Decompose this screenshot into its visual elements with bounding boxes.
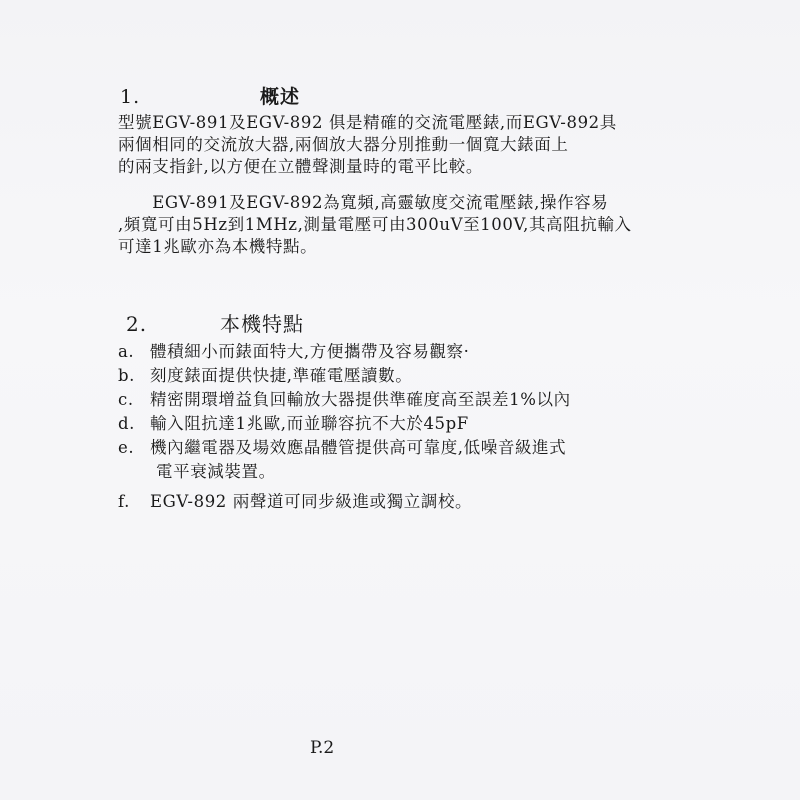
list-item	[118, 364, 758, 388]
list-item-marker: c.	[118, 390, 134, 409]
section-1-paragraph-1	[118, 112, 758, 178]
text-line: 型號EGV-891及EGV-892 俱是精確的交流電壓錶,而EGV-892具	[118, 113, 617, 132]
section-1-title: 概述	[260, 86, 301, 108]
list-item	[118, 412, 758, 436]
list-item	[118, 340, 758, 364]
list-item	[118, 490, 758, 514]
text-line: ,頻寬可由5Hz到1MHz,測量電壓可由300uV至100V,其高阻抗輸入	[118, 215, 632, 234]
list-item-text: 刻度錶面提供快捷,準確電壓讀數。	[150, 366, 413, 385]
section-2-heading	[126, 308, 304, 337]
text-line: 可達1兆歐亦為本機特點。	[118, 237, 318, 256]
list-item	[118, 436, 758, 460]
text-line: EGV-891及EGV-892為寬頻,高靈敏度交流電壓錶,操作容易	[118, 193, 609, 212]
list-item-continuation	[118, 460, 758, 484]
list-item-text: 輸入阻抗達1兆歐,而並聯容抗不大於45pF	[150, 414, 469, 433]
section-1-number: 1.	[120, 86, 141, 108]
text-line: 的兩支指針,以方便在立體聲測量時的電平比較。	[118, 157, 483, 176]
list-item-marker: d.	[118, 414, 136, 433]
list-item-text: 體積細小而錶面特大,方便攜帶及容易觀察·	[150, 342, 470, 361]
text-line: 兩個相同的交流放大器,兩個放大器分別推動一個寬大錶面上	[118, 135, 569, 154]
bleed-through-shadow	[430, 60, 630, 80]
list-item-text: EGV-892 兩聲道可同步級進或獨立調校。	[150, 492, 473, 511]
list-item-text: 機內繼電器及場效應晶體管提供高可靠度,低噪音級進式	[150, 438, 567, 457]
list-item	[118, 388, 758, 412]
feature-list	[118, 340, 758, 514]
list-item-marker: f.	[118, 492, 130, 511]
list-item-marker: b.	[118, 366, 136, 385]
section-1-heading	[120, 82, 300, 109]
list-item-marker: e.	[118, 438, 135, 457]
section-2-title: 本機特點	[220, 312, 304, 336]
section-1-paragraph-2	[118, 192, 758, 258]
list-item-marker: a.	[118, 342, 135, 361]
list-item-text: 精密開環增益負回輸放大器提供準確度高至誤差1%以內	[150, 390, 571, 409]
list-item-text: 電平衰減裝置。	[156, 462, 276, 481]
page-number: P.2	[310, 738, 335, 758]
section-2-number: 2.	[126, 312, 148, 336]
